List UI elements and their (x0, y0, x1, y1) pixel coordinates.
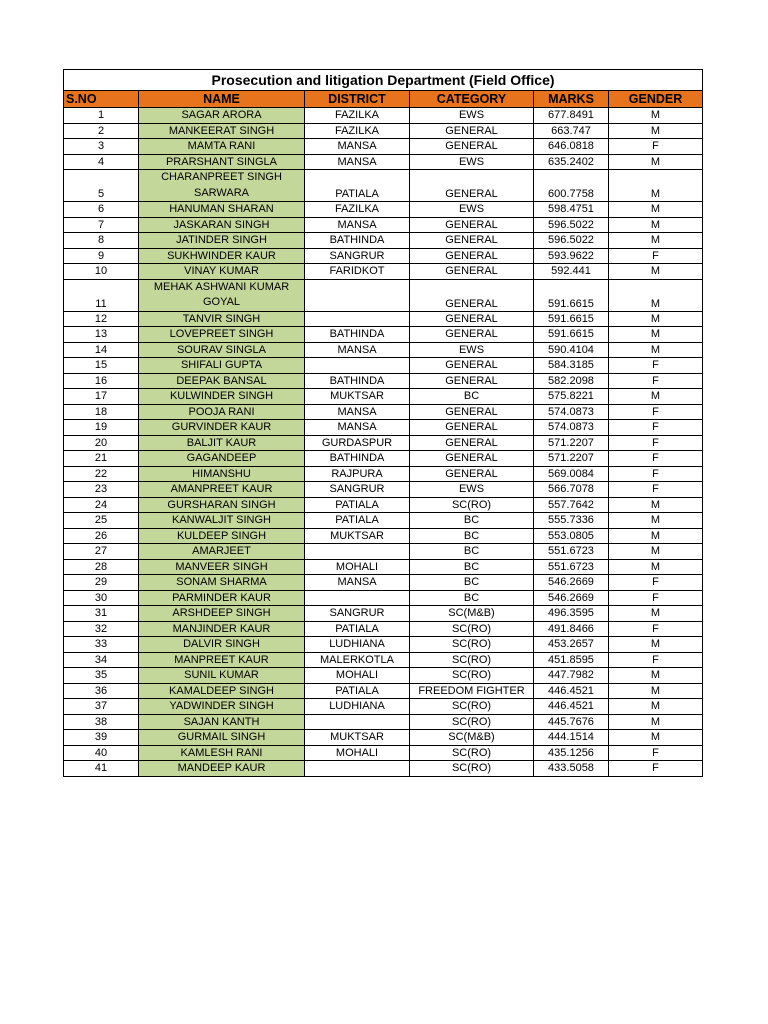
name-cell: BALJIT KAUR (139, 435, 305, 451)
marks-cell: 663.747 (534, 123, 609, 139)
marks-cell: 571.2207 (534, 451, 609, 467)
district-cell: MANSA (305, 575, 410, 591)
table-row (64, 451, 703, 467)
table-row (64, 699, 703, 715)
category-cell: GENERAL (410, 373, 534, 389)
sno-cell: 3 (64, 139, 139, 155)
marks-cell: 574.0873 (534, 420, 609, 436)
name-cell: MANKEERAT SINGH (139, 123, 305, 139)
district-cell: PATIALA (305, 170, 410, 202)
district-cell: FARIDKOT (305, 264, 410, 280)
table-row (64, 606, 703, 622)
column-header-sno: S.NO (64, 91, 139, 108)
table-row (64, 590, 703, 606)
sno-cell: 4 (64, 154, 139, 170)
category-cell: GENERAL (410, 248, 534, 264)
name-cell: SOURAV SINGLA (139, 342, 305, 358)
name-cell: POOJA RANI (139, 404, 305, 420)
category-cell: BC (410, 544, 534, 560)
category-cell: SC(RO) (410, 637, 534, 653)
gender-cell: M (609, 123, 703, 139)
table-row (64, 233, 703, 249)
category-cell: GENERAL (410, 451, 534, 467)
sno-cell: 12 (64, 311, 139, 327)
name-cell: KULDEEP SINGH (139, 528, 305, 544)
name-cell: SHIFALI GUPTA (139, 358, 305, 374)
category-cell: GENERAL (410, 139, 534, 155)
marks-cell: 635.2402 (534, 154, 609, 170)
name-cell: DEEPAK BANSAL (139, 373, 305, 389)
marks-cell: 575.8221 (534, 389, 609, 405)
table-row (64, 466, 703, 482)
marks-cell: 646.0818 (534, 139, 609, 155)
marks-cell: 496.3595 (534, 606, 609, 622)
gender-cell: M (609, 528, 703, 544)
district-cell: SANGRUR (305, 248, 410, 264)
name-cell: GURSHARAN SINGH (139, 497, 305, 513)
sno-cell: 30 (64, 590, 139, 606)
district-cell (305, 761, 410, 777)
district-cell (305, 544, 410, 560)
category-cell: GENERAL (410, 170, 534, 202)
category-cell: GENERAL (410, 466, 534, 482)
category-cell: SC(M&B) (410, 606, 534, 622)
gender-cell: M (609, 279, 703, 311)
name-cell: KANWALJIT SINGH (139, 513, 305, 529)
district-cell: PATIALA (305, 683, 410, 699)
marks-cell: 600.7758 (534, 170, 609, 202)
name-cell: JASKARAN SINGH (139, 217, 305, 233)
marks-cell: 435.1256 (534, 745, 609, 761)
name-cell: SONAM SHARMA (139, 575, 305, 591)
table-row (64, 730, 703, 746)
category-cell: GENERAL (410, 123, 534, 139)
district-cell (305, 590, 410, 606)
marks-cell: 598.4751 (534, 202, 609, 218)
table-row (64, 714, 703, 730)
marks-cell: 446.4521 (534, 699, 609, 715)
gender-cell: M (609, 606, 703, 622)
gender-cell: F (609, 482, 703, 498)
marks-cell: 584.3185 (534, 358, 609, 374)
sno-cell: 21 (64, 451, 139, 467)
district-cell: MANSA (305, 420, 410, 436)
sno-cell: 7 (64, 217, 139, 233)
district-cell: PATIALA (305, 621, 410, 637)
gender-cell: M (609, 327, 703, 343)
gender-cell: F (609, 248, 703, 264)
category-cell: GENERAL (410, 264, 534, 280)
name-cell: KAMLESH RANI (139, 745, 305, 761)
sno-cell: 16 (64, 373, 139, 389)
district-cell: BATHINDA (305, 233, 410, 249)
category-cell: SC(RO) (410, 497, 534, 513)
category-cell: GENERAL (410, 358, 534, 374)
sno-cell: 29 (64, 575, 139, 591)
category-cell: SC(M&B) (410, 730, 534, 746)
table-title: Prosecution and litigation Department (Field Office) (64, 70, 703, 91)
sno-cell: 41 (64, 761, 139, 777)
table-row (64, 264, 703, 280)
sno-cell: 31 (64, 606, 139, 622)
table-row (64, 373, 703, 389)
name-cell: JATINDER SINGH (139, 233, 305, 249)
district-cell: MANSA (305, 217, 410, 233)
name-cell: AMARJEET (139, 544, 305, 560)
gender-cell: M (609, 559, 703, 575)
gender-cell: F (609, 139, 703, 155)
category-cell: EWS (410, 108, 534, 124)
gender-cell: F (609, 575, 703, 591)
gender-cell: M (609, 730, 703, 746)
gender-cell: M (609, 202, 703, 218)
marks-cell: 551.6723 (534, 559, 609, 575)
gender-cell: F (609, 745, 703, 761)
table-row (64, 420, 703, 436)
marks-cell: 596.5022 (534, 233, 609, 249)
marks-cell: 551.6723 (534, 544, 609, 560)
district-cell: MANSA (305, 404, 410, 420)
name-cell: HANUMAN SHARAN (139, 202, 305, 218)
gender-cell: M (609, 311, 703, 327)
marks-cell: 593.9622 (534, 248, 609, 264)
category-cell: BC (410, 528, 534, 544)
column-header-district: DISTRICT (305, 91, 410, 108)
district-cell: RAJPURA (305, 466, 410, 482)
gender-cell: F (609, 373, 703, 389)
name-cell: SUKHWINDER KAUR (139, 248, 305, 264)
marks-cell: 566.7078 (534, 482, 609, 498)
name-cell: YADWINDER SINGH (139, 699, 305, 715)
district-cell (305, 714, 410, 730)
category-cell: BC (410, 513, 534, 529)
column-header-category: CATEGORY (410, 91, 534, 108)
table-row (64, 123, 703, 139)
gender-cell: M (609, 342, 703, 358)
category-cell: GENERAL (410, 311, 534, 327)
district-cell: MANSA (305, 154, 410, 170)
table-row (64, 342, 703, 358)
district-cell: SANGRUR (305, 482, 410, 498)
name-cell: MAMTA RANI (139, 139, 305, 155)
gender-cell: F (609, 590, 703, 606)
table-row (64, 528, 703, 544)
gender-cell: F (609, 451, 703, 467)
marks-cell: 491.8466 (534, 621, 609, 637)
category-cell: GENERAL (410, 217, 534, 233)
sno-cell: 19 (64, 420, 139, 436)
district-cell: MOHALI (305, 745, 410, 761)
district-cell: LUDHIANA (305, 637, 410, 653)
marks-cell: 444.1514 (534, 730, 609, 746)
sno-cell: 32 (64, 621, 139, 637)
sno-cell: 18 (64, 404, 139, 420)
table-row (64, 435, 703, 451)
marks-cell: 596.5022 (534, 217, 609, 233)
sno-cell: 24 (64, 497, 139, 513)
column-header-marks: MARKS (534, 91, 609, 108)
marks-cell: 546.2669 (534, 575, 609, 591)
gender-cell: M (609, 233, 703, 249)
sno-cell: 2 (64, 123, 139, 139)
category-cell: SC(RO) (410, 745, 534, 761)
sno-cell: 23 (64, 482, 139, 498)
district-cell: MUKTSAR (305, 389, 410, 405)
table-row (64, 279, 703, 311)
name-cell: GURMAIL SINGH (139, 730, 305, 746)
district-cell: FAZILKA (305, 123, 410, 139)
category-cell: SC(RO) (410, 668, 534, 684)
marks-cell: 591.6615 (534, 311, 609, 327)
name-cell: PARMINDER KAUR (139, 590, 305, 606)
sno-cell: 20 (64, 435, 139, 451)
gender-cell: M (609, 217, 703, 233)
name-cell: MANJINDER KAUR (139, 621, 305, 637)
sno-cell: 13 (64, 327, 139, 343)
table-row (64, 559, 703, 575)
sno-cell: 6 (64, 202, 139, 218)
district-cell: GURDASPUR (305, 435, 410, 451)
gender-cell: M (609, 637, 703, 653)
sno-cell: 40 (64, 745, 139, 761)
category-cell: GENERAL (410, 404, 534, 420)
marks-cell: 582.2098 (534, 373, 609, 389)
table-row (64, 248, 703, 264)
table-row (64, 637, 703, 653)
sno-cell: 27 (64, 544, 139, 560)
district-cell: BATHINDA (305, 373, 410, 389)
marks-cell: 591.6615 (534, 327, 609, 343)
category-cell: GENERAL (410, 435, 534, 451)
gender-cell: M (609, 154, 703, 170)
gender-cell: M (609, 714, 703, 730)
name-cell: SAGAR ARORA (139, 108, 305, 124)
name-cell: VINAY KUMAR (139, 264, 305, 280)
name-cell: PRARSHANT SINGLA (139, 154, 305, 170)
table-row (64, 497, 703, 513)
name-cell: MEHAK ASHWANI KUMAR GOYAL (139, 279, 305, 311)
district-cell: SANGRUR (305, 606, 410, 622)
district-cell (305, 279, 410, 311)
column-header-name: NAME (139, 91, 305, 108)
district-cell: MANSA (305, 342, 410, 358)
marks-cell: 571.2207 (534, 435, 609, 451)
district-cell: MUKTSAR (305, 730, 410, 746)
sno-cell: 36 (64, 683, 139, 699)
marks-cell: 447.7982 (534, 668, 609, 684)
marks-cell: 553.0805 (534, 528, 609, 544)
marks-cell: 555.7336 (534, 513, 609, 529)
name-cell: KULWINDER SINGH (139, 389, 305, 405)
marks-cell: 453.2657 (534, 637, 609, 653)
gender-cell: F (609, 435, 703, 451)
district-cell: MOHALI (305, 668, 410, 684)
gender-cell: M (609, 108, 703, 124)
name-cell: CHARANPREET SINGH SARWARA (139, 170, 305, 202)
sno-cell: 35 (64, 668, 139, 684)
column-header-row (64, 91, 703, 108)
category-cell: SC(RO) (410, 761, 534, 777)
district-cell: MUKTSAR (305, 528, 410, 544)
gender-cell: F (609, 652, 703, 668)
category-cell: SC(RO) (410, 621, 534, 637)
district-cell (305, 311, 410, 327)
category-cell: EWS (410, 154, 534, 170)
name-cell: GAGANDEEP (139, 451, 305, 467)
district-cell: PATIALA (305, 497, 410, 513)
table-row (64, 404, 703, 420)
marks-cell: 574.0873 (534, 404, 609, 420)
sno-cell: 37 (64, 699, 139, 715)
gender-cell: M (609, 544, 703, 560)
marks-cell: 557.7642 (534, 497, 609, 513)
gender-cell: F (609, 404, 703, 420)
district-cell: BATHINDA (305, 327, 410, 343)
category-cell: GENERAL (410, 327, 534, 343)
name-cell: AMANPREET KAUR (139, 482, 305, 498)
gender-cell: M (609, 513, 703, 529)
table-row (64, 652, 703, 668)
sno-cell: 17 (64, 389, 139, 405)
column-header-gender: GENDER (609, 91, 703, 108)
name-cell: GURVINDER KAUR (139, 420, 305, 436)
category-cell: GENERAL (410, 420, 534, 436)
marks-cell: 592.441 (534, 264, 609, 280)
gender-cell: M (609, 389, 703, 405)
name-cell: LOVEPREET SINGH (139, 327, 305, 343)
sno-cell: 11 (64, 279, 139, 311)
table-row (64, 154, 703, 170)
sno-cell: 8 (64, 233, 139, 249)
name-cell: MANVEER SINGH (139, 559, 305, 575)
table-row (64, 217, 703, 233)
gender-cell: M (609, 668, 703, 684)
table-row (64, 761, 703, 777)
table-row (64, 621, 703, 637)
sno-cell: 33 (64, 637, 139, 653)
table-row (64, 202, 703, 218)
sno-cell: 39 (64, 730, 139, 746)
gender-cell: F (609, 761, 703, 777)
district-cell (305, 358, 410, 374)
gender-cell: M (609, 699, 703, 715)
table-row (64, 358, 703, 374)
category-cell: BC (410, 575, 534, 591)
sno-cell: 34 (64, 652, 139, 668)
table-row (64, 327, 703, 343)
name-cell: KAMALDEEP SINGH (139, 683, 305, 699)
table-body (64, 108, 703, 777)
table-row (64, 139, 703, 155)
gender-cell: M (609, 170, 703, 202)
table-row (64, 544, 703, 560)
table-row (64, 170, 703, 202)
sno-cell: 14 (64, 342, 139, 358)
name-cell: SAJAN KANTH (139, 714, 305, 730)
district-cell: BATHINDA (305, 451, 410, 467)
category-cell: BC (410, 389, 534, 405)
sno-cell: 26 (64, 528, 139, 544)
gender-cell: F (609, 621, 703, 637)
gender-cell: M (609, 497, 703, 513)
table-row (64, 668, 703, 684)
district-cell: PATIALA (305, 513, 410, 529)
category-cell: SC(RO) (410, 652, 534, 668)
category-cell: BC (410, 590, 534, 606)
district-cell: FAZILKA (305, 202, 410, 218)
marks-cell: 546.2669 (534, 590, 609, 606)
category-cell: EWS (410, 202, 534, 218)
name-cell: DALVIR SINGH (139, 637, 305, 653)
district-cell: MANSA (305, 139, 410, 155)
table-row (64, 575, 703, 591)
sno-cell: 5 (64, 170, 139, 202)
table-row (64, 683, 703, 699)
name-cell: HIMANSHU (139, 466, 305, 482)
marks-cell: 677.8491 (534, 108, 609, 124)
table-row (64, 311, 703, 327)
category-cell: SC(RO) (410, 714, 534, 730)
district-cell: FAZILKA (305, 108, 410, 124)
gender-cell: M (609, 264, 703, 280)
table-row (64, 513, 703, 529)
name-cell: SUNIL KUMAR (139, 668, 305, 684)
table-row (64, 745, 703, 761)
table-row (64, 389, 703, 405)
marks-cell: 569.0084 (534, 466, 609, 482)
results-table (63, 69, 703, 777)
gender-cell: F (609, 358, 703, 374)
gender-cell: M (609, 683, 703, 699)
table-row (64, 482, 703, 498)
marks-cell: 445.7676 (534, 714, 609, 730)
category-cell: EWS (410, 482, 534, 498)
category-cell: SC(RO) (410, 699, 534, 715)
sno-cell: 28 (64, 559, 139, 575)
sno-cell: 25 (64, 513, 139, 529)
category-cell: GENERAL (410, 279, 534, 311)
category-cell: FREEDOM FIGHTER (410, 683, 534, 699)
district-cell: MALERKOTLA (305, 652, 410, 668)
sno-cell: 38 (64, 714, 139, 730)
gender-cell: F (609, 466, 703, 482)
district-cell: MOHALI (305, 559, 410, 575)
marks-cell: 591.6615 (534, 279, 609, 311)
sno-cell: 15 (64, 358, 139, 374)
marks-cell: 446.4521 (534, 683, 609, 699)
marks-cell: 590.4104 (534, 342, 609, 358)
marks-cell: 451.8595 (534, 652, 609, 668)
table-row (64, 108, 703, 124)
marks-cell: 433.5058 (534, 761, 609, 777)
gender-cell: F (609, 420, 703, 436)
category-cell: GENERAL (410, 233, 534, 249)
name-cell: MANPREET KAUR (139, 652, 305, 668)
name-cell: MANDEEP KAUR (139, 761, 305, 777)
sno-cell: 10 (64, 264, 139, 280)
name-cell: TANVIR SINGH (139, 311, 305, 327)
sno-cell: 9 (64, 248, 139, 264)
category-cell: EWS (410, 342, 534, 358)
sno-cell: 1 (64, 108, 139, 124)
district-cell: LUDHIANA (305, 699, 410, 715)
sno-cell: 22 (64, 466, 139, 482)
name-cell: ARSHDEEP SINGH (139, 606, 305, 622)
category-cell: BC (410, 559, 534, 575)
